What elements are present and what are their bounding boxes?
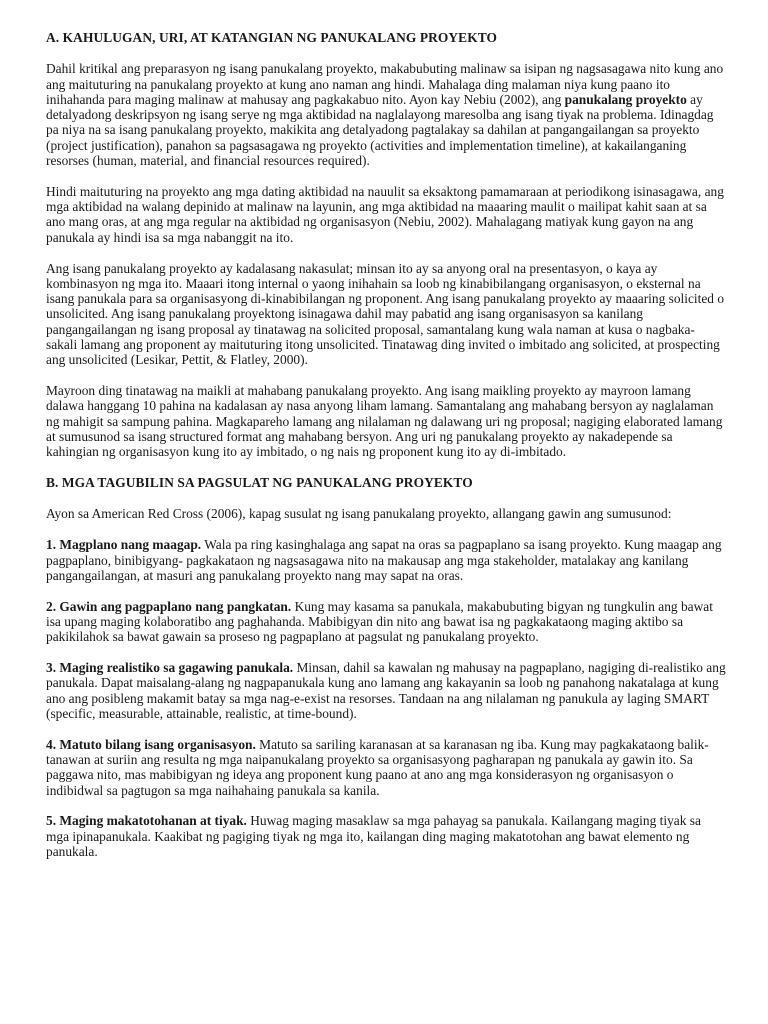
bold-term: panukalang proyekto: [564, 91, 687, 107]
guideline-item: [46, 599, 726, 645]
paragraph-text: ay detalyadong deskripsyon ng isang serye ng mga aktibidad na naglalayong maresolba ang isang tiyak na problema. Idinagdag pa niya na sa isang panukalang proyekto, makikita ang detalyadong pagtalakay sa dahilan at pangangailangan sa proyekto (project justification), panahon sa pagsasagawa ng proyekto (activities and implementation timeline), at kakailanganing resorses (human, material, and financial resources required).: [46, 91, 714, 169]
guideline-item: [46, 813, 726, 859]
guideline-item: [46, 537, 726, 583]
section-b-intro: Ayon sa American Red Cross (2006), kapag susulat ng isang panukalang proyekto, allangang gawin ang sumusunod:: [46, 506, 672, 522]
section-a-paragraph-1: [46, 61, 726, 168]
document-page: [46, 30, 726, 875]
guideline-text: Wala pa ring kasinghalaga ang sapat na oras sa pagpaplano sa isang proyekto. Kung maagap ang pagpaplano, binibigyang- pagkakataon ng nagsasagawa nito na makausap ang mga stakeholder, matalakay ang kanilang pangangailangan, at masuri ang panukalang proyekto nang may sapat na oras.: [46, 537, 722, 583]
section-b-heading: B. MGA TAGUBILIN SA PAGSULAT NG PANUKALANG PROYEKTO: [46, 475, 473, 491]
guideline-title: 5. Maging makatotohanan at tiyak.: [46, 813, 247, 829]
section-a-paragraph-2: Hindi maituturing na proyekto ang mga dating aktibidad na nauulit sa eksaktong pamamaraan at periodikong isinasagawa, ang mga aktibidad na walang depinido at malinaw na layunin, ang mga aktibidad na maaaring maulit o mailipat kahit saan at sa ano mang oras, at ang mga regular na aktibidad ng organisasyon (Nebiu, 2002). Mahalagang matiyak kung gayon na ang panukala ay hindi isa sa mga nabanggit na ito.: [46, 183, 724, 245]
guideline-text: Kung may kasama sa panukala, makabubuting bigyan ng tungkulin ang bawat isa upang maging kolaboratibo ang paghahanda. Mabibigyan din nito ang bawat isa ng pagkakataong maging aktibo sa pakikilahok sa bawat gawain sa proseso ng pagpaplano at pagsulat ng panukalang proyekto.: [46, 598, 713, 645]
guideline-item: [46, 737, 726, 798]
guideline-title: 4. Matuto bilang isang organisasyon.: [46, 736, 256, 752]
guideline-text: Huwag maging masaklaw sa mga pahayag sa panukala. Kailangang maging tiyak sa mga ipinapanukala. Kaakibat ng pagiging tiyak ng mga ito, kailangan ding maging makatotohan ang bawat elemento ng panukala.: [46, 813, 701, 859]
paragraph-text: Dahil kritikal ang preparasyon ng isang panukalang proyekto, makabubuting malinaw sa isipan ng nagsasagawa nito kung ano ang maituturing na panukalang proyekto at kung ano naman ang hindi. Mahalaga ding malaman niya kung paano ito inihahanda para maging malinaw at mahusay ang pagkakabuo nito. Ayon kay Nebiu (2002), ang: [46, 61, 724, 107]
guideline-item: [46, 660, 726, 721]
section-a-heading: A. KAHULUGAN, URI, AT KATANGIAN NG PANUKALANG PROYEKTO: [46, 30, 498, 45]
guideline-title: 2. Gawin ang pagpaplano nang pangkatan.: [46, 598, 292, 614]
guideline-text: Minsan, dahil sa kawalan ng mahusay na pagpaplano, nagiging di-realistiko ang panukala. Dapat maisalang-alang ng nagpapanukala kung ano lamang ang kakayanin sa loob ng panahong nakatalaga at kung ano ang posibleng makamit batay sa mga nag-e-exist na resorses. Tandaan na ang nilalaman ng panukula ay laging SMART (specific, measurable, attainable, realistic, at time-bound).: [46, 660, 726, 721]
section-a-paragraph-3: Ang isang panukalang proyekto ay kadalasang nakasulat; minsan ito ay sa anyong oral na presentasyon, o kaya ay kombinasyon ng mga ito. Maaari itong internal o yaong inihahain sa loob ng kinabibilangang organisasyon, o eksternal na isang panukala para sa organisasyong di-kinabibilangan ng proponent. Ang isang panukalang proyekto ay maaaring solicited o unsolicited. Ang isang panukalang proyektong isinagawa dahil may pabatid ang isang organisasyon sa kanilang pangangailangan ng isang proposal ay tinatawag na solicited proposal, samantalang kung wala naman at kusa o nagbaka-sakali lamang ang proponent ay maituturing itong unsolicited. Tinatawag ding invited o imbitado ang solicited, at prospecting ang unsolicited (Lesikar, Pettit, & Flatley, 2000).: [46, 260, 725, 368]
guideline-title: 3. Maging realistiko sa gagawing panukala.: [46, 660, 294, 675]
section-a-paragraph-4: Mayroon ding tinatawag na maikli at mahabang panukalang proyekto. Ang isang maikling proyekto ay mayroon lamang dalawa hanggang 10 pahina na kadalasan ay nasa anyong liham lamang. Samantalang ang mahabang bersyon ay naglalaman ng mahigit sa sampung pahina. Magkapareho lamang ang nilalaman ng dalawang uri ng proposal; nagiging elaborated lamang at sumusunod sa isang structured format ang mahabang bersyon. Ang uri ng panukalang proyekto ay nakadepende sa kahingian ng organisasyon kung ito ay imbitado, o ng nais ng proponent kung ito ay di-imbitado.: [46, 383, 723, 460]
guideline-title: 1. Magplano nang maagap.: [46, 537, 202, 553]
guideline-text: Matuto sa sariling karanasan at sa karanasan ng iba. Kung may pagkakataong balik-tanawan at suriin ang resulta ng mga naipanukalang proyekto sa organisasyong pagharapan ng panukala ay gawin ito. Sa paggawa nito, mas mabibigyan ng ideya ang proponent kung paano at ano ang mga konsiderasyon ng organisasyon o indibidwal sa pagtugon sa mga naihahaing panukala sa kanila.: [46, 736, 709, 798]
